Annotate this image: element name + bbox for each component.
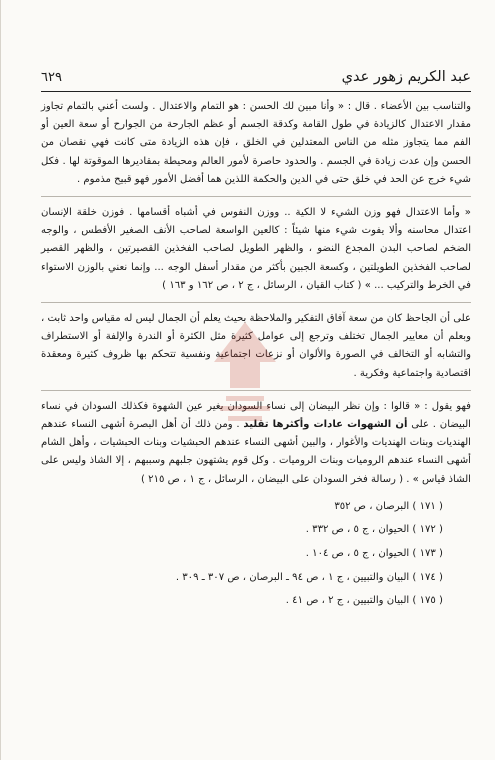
running-head-author: عبد الكريم زهور عدي	[341, 69, 471, 85]
page-number: ٦٢٩	[41, 69, 62, 85]
header-rule	[41, 91, 471, 92]
page-body	[41, 98, 471, 613]
paragraph-4-text: فهو يقول : « قالوا : وإن نظر البيضان إلى نساء السودان بغير عين الشهوة فكذلك السودان في نساء البيضان . على	[41, 400, 471, 431]
paragraph-divider	[41, 390, 471, 391]
paragraph-1: والتناسب بين الأعضاء . قال : « وأنا مبين لك الحسن : هو التمام والاعتدال . ولست أعني بالتمام تجاوز مقدار الاعتدال كالزيادة في طول القامة وكدقة الجسم أو عظم الجارحة من الجوارح أو سعة العين أو الفم مما يتجاوز مثله من الناس المعتدلين في الخلق ، فإن هذه الزيادة متى كانت فهي نقصان من الحسن وإن عدت زيادة في الجسم . والحدود حاصرة لأمور العالم ومحيطة بمقاديرها الموقوتة لها . فكل شيء خرج عن الحد في خلق حتى في الدين والحكمة اللذين هما أفضل الأمور فهو قبيح مذموم .	[41, 101, 471, 185]
paragraph-4-emphasis: أن الشهوات عادات وأكثرها تقليد	[243, 419, 408, 431]
footnote-item: ( ١٧٢ ) الحيوان ، ج ٥ ، ص ٣٣٢ .	[305, 524, 443, 536]
footnote-item: ( ١٧٥ ) البيان والتبيين ، ج ٢ ، ص ٤١ .	[285, 595, 443, 607]
paragraph-divider	[41, 196, 471, 197]
footnotes-list	[41, 495, 471, 613]
footnote-item: ( ١٧٣ ) الحيوان ، ج ٥ ، ص ١٠٤ .	[305, 548, 443, 560]
page-header	[41, 66, 471, 88]
paragraph-3: على أن الجاحظ كان من سعة آفاق التفكير والملاحظة بحيث يعلم أن الجمال ليس له مقياس واحد ثابت ، وبعلم أن معايير الجمال تختلف وترجع إلى عوامل كثيرة مثل الكثرة أو الندرة والإلفة أو الاستطراف والتشابه أو التخالف في الصورة والألوان أو نزعات اجتماعية ونفسية تتحكم بها ظروف كثيرة ومعقدة اقتصادية واجتماعية وفكرية .	[41, 313, 471, 379]
paragraph-2: « وأما الاعتدال فهو وزن الشيء لا الكية .. ووزن النفوس في أشباه أقسامها . فوزن خلقة الإنسان اعتدال محاسنه وألا يفوت شيء منها شيئاً : كالعين الواسعة لصاحب الأنف الصغير الأفطس ، والوجه الضخم لصاحب البدن المجدع النضو ، والظهر الطويل لصاحب الفخذين القصيرتين ، والظهر القصير لصاحب الفخذين الطويلتين ، وكسعة الجبين بأكثر من مقدار أسفل الوجه ... وإنما نعني بالوزن الاستواء في الخرط والتركيب ... » ( كتاب القيان ، الرسائل ، ج ٢ ، ص ١٦٢ و ١٦٣ )	[41, 207, 471, 291]
footnote-item: ( ١٧٤ ) البيان والتبيين ، ج ١ ، ص ٩٤ ـ البرصان ، ص ٣٠٧ ـ ٣٠٩ .	[175, 571, 443, 583]
footnote-item: ( ١٧١ ) البرصان ، ص ٣٥٢	[334, 500, 443, 512]
paragraph-divider	[41, 302, 471, 303]
paragraph-4	[41, 398, 471, 489]
paragraph-4-text-rest: . ومن ذلك أن أهل البصرة أشهى النساء عندهم الهنديات وبنات الهنديات والأغوار ، والبين أشهى النساء عندهم الحبشيات وبنات الحبشيات ، وأهل الشام أشهى النساء عندهم الروميات وبنات الروميات . وكل قوم يشتهون جلبهم وسببهم ، إلا الشاذ وليس على الشاذ قياس » . ( رسالة فخر السودان على البيضان ، الرسائل ، ج ١ ، ص ٢١٥ )	[41, 419, 471, 485]
